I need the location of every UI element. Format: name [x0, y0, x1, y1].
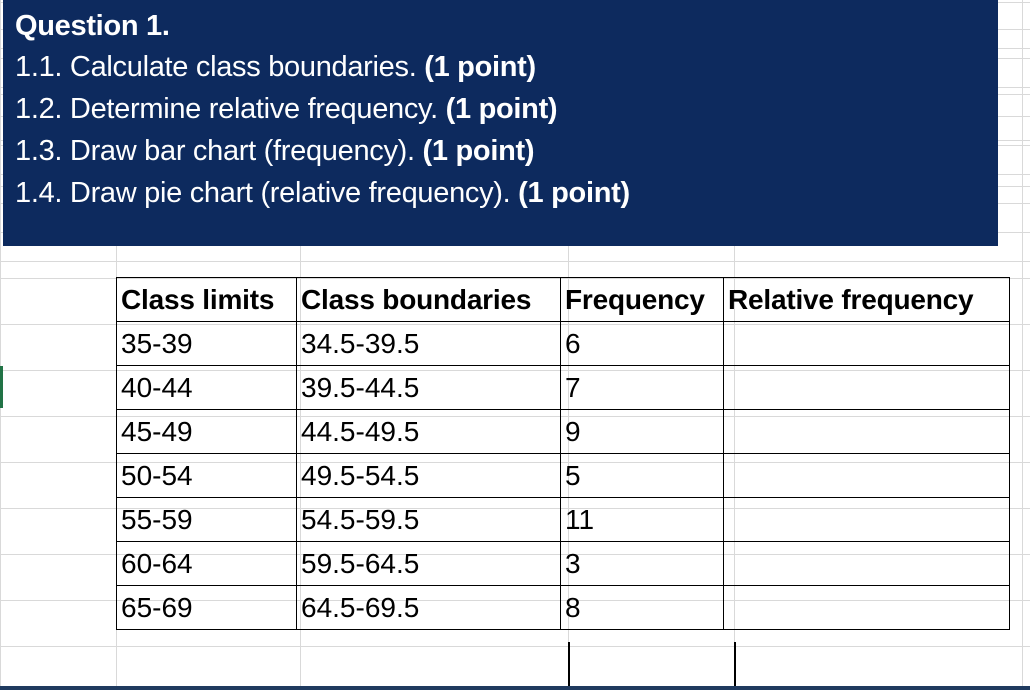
header-class-limits[interactable]: Class limits [117, 278, 297, 322]
cell-frequency[interactable]: 9 [561, 410, 724, 454]
cell-class-limits[interactable]: 65-69 [117, 586, 297, 630]
cell-relative-frequency[interactable] [724, 366, 1010, 410]
question-item-points: (1 point) [424, 51, 536, 83]
question-item-3 [15, 130, 998, 172]
sheet-bottom-edge [0, 686, 1030, 690]
cell-class-limits[interactable]: 60-64 [117, 542, 297, 586]
table-row [117, 542, 1010, 586]
cell-class-boundaries[interactable]: 49.5-54.5 [297, 454, 561, 498]
cell-frequency[interactable]: 5 [561, 454, 724, 498]
cell-class-boundaries[interactable]: 54.5-59.5 [297, 498, 561, 542]
cell-class-boundaries[interactable]: 64.5-69.5 [297, 586, 561, 630]
question-item-text: 1.1. Calculate class boundaries. [15, 51, 425, 83]
cell-relative-frequency[interactable] [724, 586, 1010, 630]
question-item-text: 1.2. Determine relative frequency. [15, 93, 446, 125]
column-gridline [1022, 0, 1023, 690]
question-item-1 [15, 46, 998, 88]
question-item-points: (1 point) [422, 135, 535, 167]
cell-border [568, 642, 570, 690]
question-item-2 [15, 88, 998, 130]
cell-class-boundaries[interactable]: 39.5-44.5 [297, 366, 561, 410]
cell-class-limits[interactable]: 45-49 [117, 410, 297, 454]
cell-class-limits[interactable]: 35-39 [117, 322, 297, 366]
question-item-text: 1.3. Draw bar chart (frequency). [15, 135, 423, 167]
question-item-4 [15, 172, 998, 214]
table-row [117, 410, 1010, 454]
cell-class-boundaries[interactable]: 34.5-39.5 [297, 322, 561, 366]
cell-frequency[interactable]: 11 [561, 498, 724, 542]
cell-relative-frequency[interactable] [724, 542, 1010, 586]
table-row [117, 322, 1010, 366]
question-title: Question 1. [15, 10, 170, 42]
cell-frequency[interactable]: 3 [561, 542, 724, 586]
cell-frequency[interactable]: 6 [561, 322, 724, 366]
table-header-row [117, 278, 1010, 322]
active-cell-indicator [0, 366, 3, 408]
table-row [117, 454, 1010, 498]
question-item-points: (1 point) [445, 93, 558, 125]
cell-relative-frequency[interactable] [724, 322, 1010, 366]
table-row [117, 498, 1010, 542]
cell-class-boundaries[interactable]: 44.5-49.5 [297, 410, 561, 454]
cell-border [734, 642, 736, 690]
table-row [117, 366, 1010, 410]
cell-frequency[interactable]: 8 [561, 586, 724, 630]
question-item-points: (1 point) [518, 177, 630, 209]
cell-class-limits[interactable]: 50-54 [117, 454, 297, 498]
cell-class-boundaries[interactable]: 59.5-64.5 [297, 542, 561, 586]
cell-class-limits[interactable]: 55-59 [117, 498, 297, 542]
row-gridline [0, 261, 1030, 262]
cell-relative-frequency[interactable] [724, 454, 1010, 498]
header-class-boundaries[interactable]: Class boundaries [297, 278, 561, 322]
question-item-text: 1.4. Draw pie chart (relative frequency). [15, 177, 519, 209]
header-relative-frequency[interactable]: Relative frequency [724, 278, 1010, 322]
cell-relative-frequency[interactable] [724, 410, 1010, 454]
frequency-table [116, 277, 1010, 630]
cell-class-limits[interactable]: 40-44 [117, 366, 297, 410]
header-frequency[interactable]: Frequency [561, 278, 724, 322]
cell-relative-frequency[interactable] [724, 498, 1010, 542]
table-row [117, 586, 1010, 630]
cell-frequency[interactable]: 7 [561, 366, 724, 410]
question-box[interactable] [3, 0, 998, 246]
